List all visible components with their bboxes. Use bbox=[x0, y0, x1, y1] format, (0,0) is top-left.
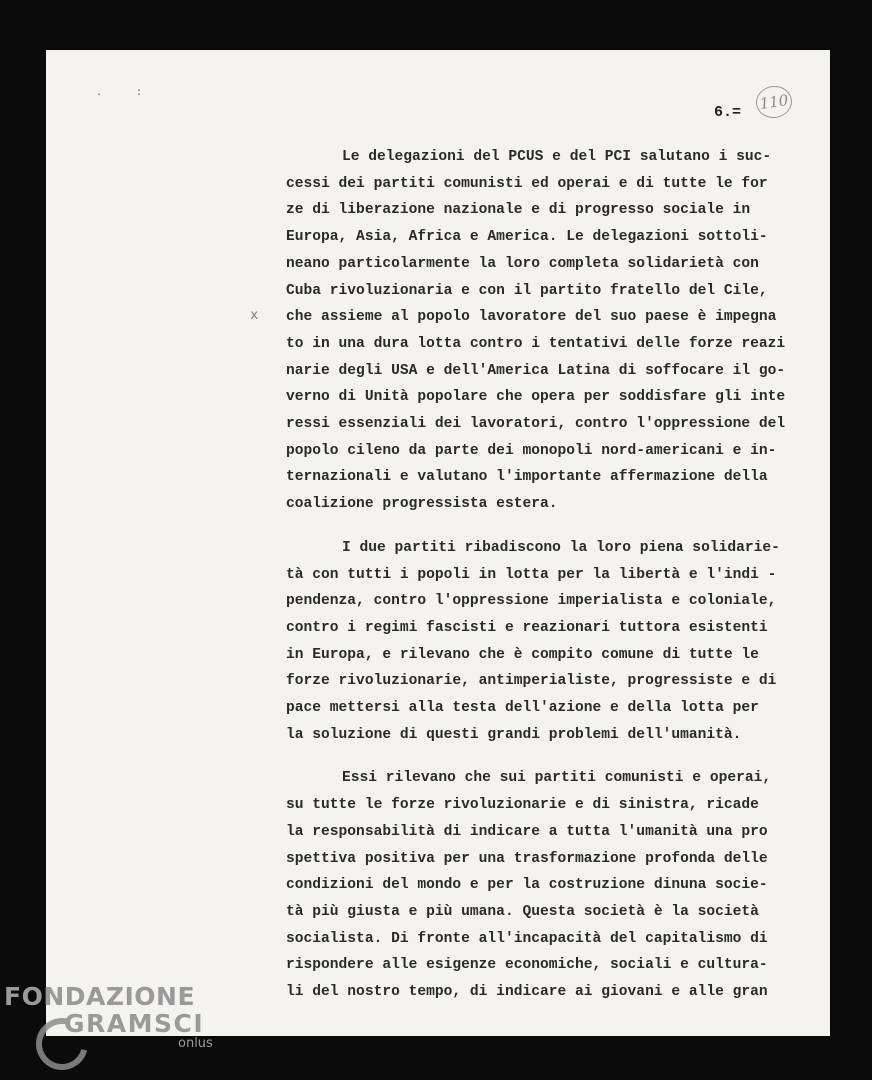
text-line: narie degli USA e dell'America Latina di soffocare il go- bbox=[286, 362, 786, 379]
text-line: la responsabilità di indicare a tutta l'umanità una pro bbox=[286, 823, 768, 840]
text-line: neano particolarmente la loro completa solidarietà con bbox=[286, 255, 759, 272]
watermark-logo bbox=[4, 983, 213, 1051]
text-line: tà più giusta e più umana. Questa società è la società bbox=[286, 903, 759, 920]
text-line: coalizione progressista estera. bbox=[286, 496, 558, 513]
text-line: pendenza, contro l'oppressione imperialista e coloniale, bbox=[286, 593, 777, 610]
text-line: socialista. Di fronte all'incapacità del capitalismo di bbox=[286, 930, 768, 947]
text-line: I due partiti ribadiscono la loro piena solidarie- bbox=[342, 539, 780, 556]
paragraph-3 bbox=[286, 765, 806, 1005]
watermark-line-3: onlus bbox=[178, 1036, 213, 1051]
text-line: che assieme al popolo lavoratore del suo paese è impegna bbox=[286, 309, 777, 326]
text-line: su tutte le forze rivoluzionarie e di sinistra, ricade bbox=[286, 797, 759, 814]
watermark-line-1: FONDAZIONE bbox=[4, 982, 196, 1011]
text-line: popolo cileno da parte dei monopoli nord-americani e in- bbox=[286, 442, 777, 459]
text-line: rispondere alle esigenze economiche, sociali e cultura- bbox=[286, 957, 768, 974]
text-line: cessi dei partiti comunisti ed operai e di tutte le for bbox=[286, 175, 768, 192]
text-line: li del nostro tempo, di indicare ai giovani e alle gran bbox=[286, 984, 768, 1001]
watermark-line-2: GRAMSCI bbox=[64, 1009, 205, 1038]
text-line: ternazionali e valutano l'importante affermazione della bbox=[286, 469, 768, 486]
text-line: pace mettersi alla testa dell'azione e della lotta per bbox=[286, 700, 759, 717]
paper-specks: . : bbox=[96, 88, 157, 99]
page-number: 6.= bbox=[714, 104, 742, 121]
text-line: in Europa, e rilevano che è compito comune di tutte le bbox=[286, 646, 759, 663]
text-line: spettiva positiva per una trasformazione profonda delle bbox=[286, 850, 768, 867]
text-line: Le delegazioni del PCUS e del PCI salutano i suc- bbox=[342, 149, 772, 165]
text-line: forze rivoluzionarie, antimperialiste, progressiste e di bbox=[286, 673, 777, 690]
text-line: tà con tutti i popoli in lotta per la libertà e l'indi - bbox=[286, 566, 777, 583]
paragraph-2 bbox=[286, 535, 806, 749]
text-line: la soluzione di questi grandi problemi dell'umanità. bbox=[286, 726, 742, 743]
text-line: ze di liberazione nazionale e di progresso sociale in bbox=[286, 202, 751, 219]
paragraph-1 bbox=[286, 144, 806, 518]
text-line: verno di Unità popolare che opera per soddisfare gli inte bbox=[286, 389, 786, 406]
text-line: contro i regimi fascisti e reazionari tuttora esistenti bbox=[286, 619, 768, 636]
archive-stamp: 110 bbox=[754, 84, 794, 121]
text-line: Europa, Asia, Africa e America. Le delegazioni sottoli- bbox=[286, 229, 768, 246]
text-line: Cuba rivoluzionaria e con il partito fratello del Cile, bbox=[286, 282, 768, 299]
text-line: to in una dura lotta contro i tentativi delle forze reazi bbox=[286, 335, 786, 352]
margin-mark: x bbox=[250, 308, 259, 324]
text-line: ressi essenziali dei lavoratori, contro l'oppressione del bbox=[286, 416, 786, 433]
document-body bbox=[286, 144, 806, 1023]
text-line: condizioni del mondo e per la costruzione dinuna socie- bbox=[286, 877, 768, 894]
text-line: Essi rilevano che sui partiti comunisti e operai, bbox=[342, 770, 772, 787]
